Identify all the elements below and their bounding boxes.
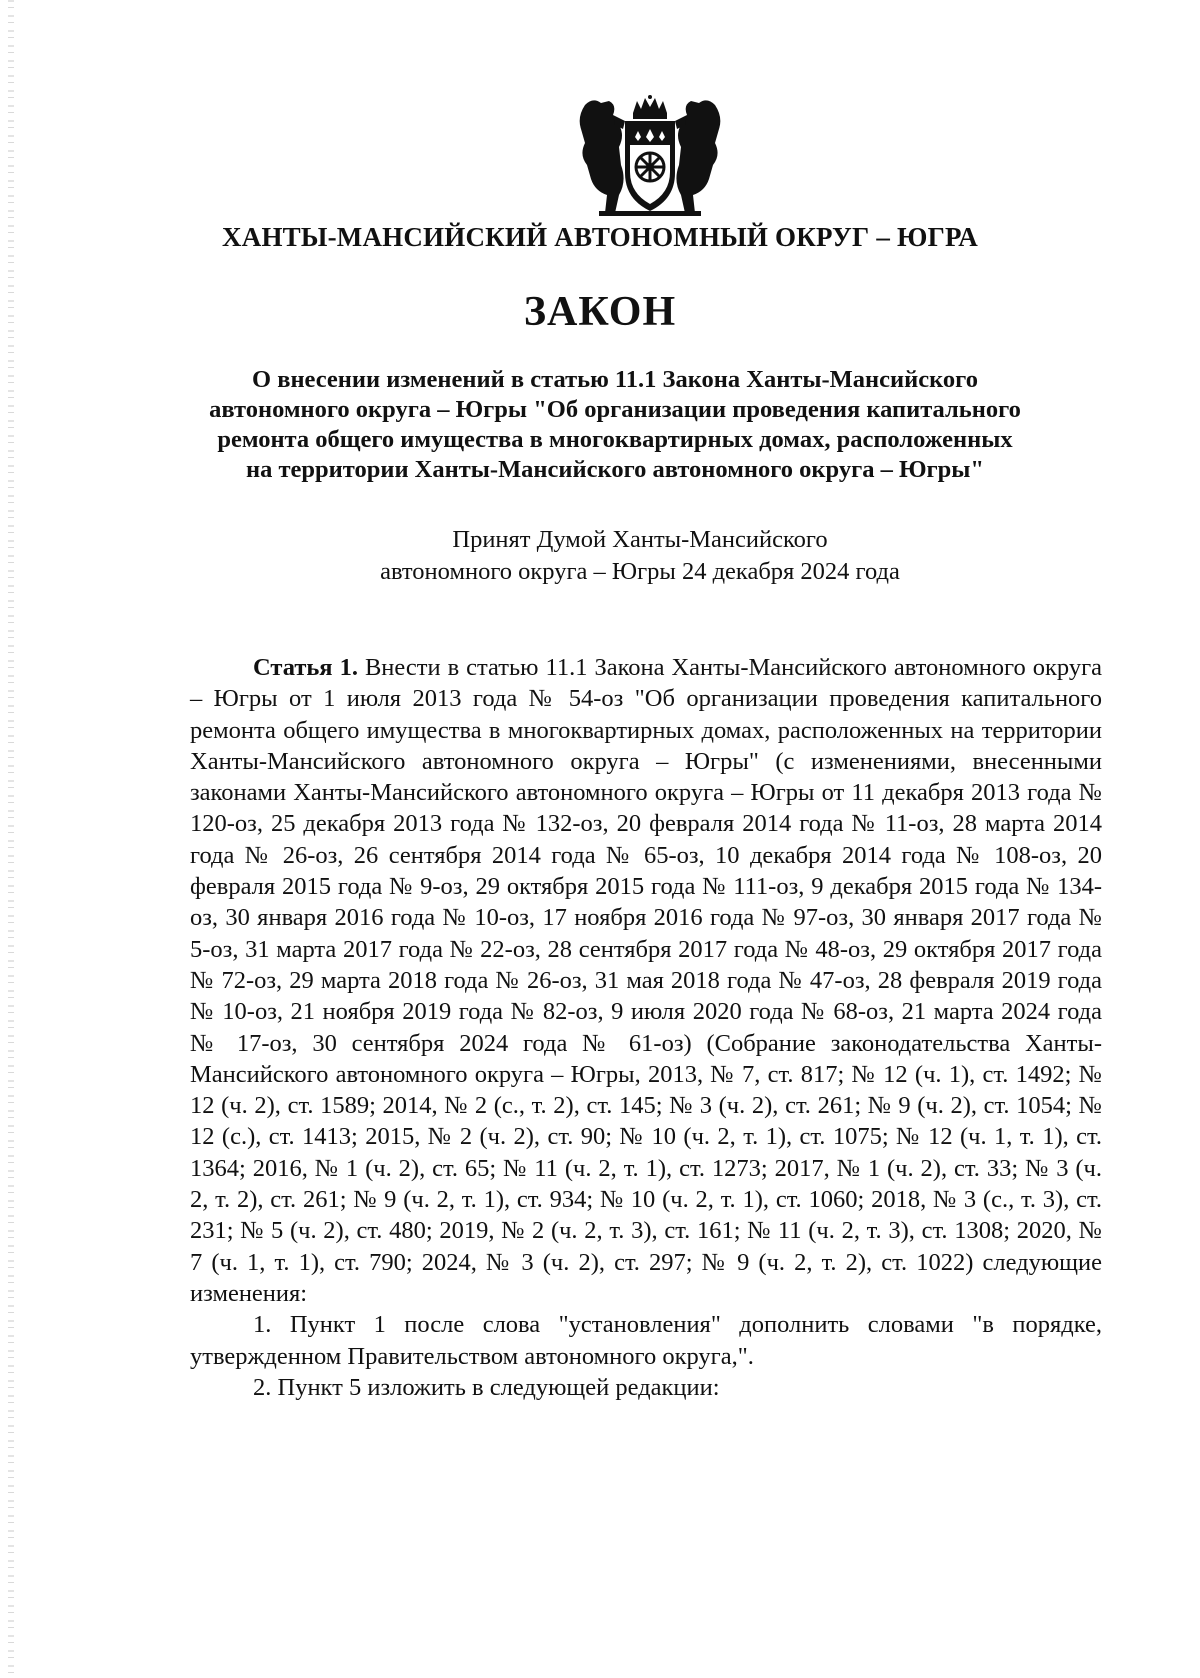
coat-of-arms-emblem (575, 95, 725, 220)
adoption-line: автономного округа – Югры 24 декабря 2024 года (380, 558, 900, 585)
article-1 (190, 652, 1102, 1403)
article-1-text: Внести в статью 11.1 Закона Ханты-Мансийского автономного округа – Югры от 1 июля 2013 года № 54-оз "Об организации проведения капитального ремонта общего имущества в многоквартирных домах, расположенных на территории Ханты-Мансийского автономного округа – Югры" (с изменениями, внесенными законами Ханты-Мансийского автономного округа – Югры от 11 декабря 2013 года № 120-оз, 25 декабря 2013 года № 132-оз, 20 февраля 2014 года № 11-оз, 28 марта 2014 года № 26-оз, 26 сентября 2014 года № 65-оз, 10 декабря 2014 года № 108-оз, 20 февраля 2015 года № 9-оз, 29 октября 2015 года № 111-оз, 9 декабря 2015 года № 134-оз, 30 января 2016 года № 10-оз, 17 ноября 2016 года № 97-оз, 30 января 2017 года № 5-оз, 31 марта 2017 года № 22-оз, 28 сентября 2017 года № 48-оз, 29 октября 2017 года № 72-оз, 29 марта 2018 года № 26-оз, 31 мая 2018 года № 47-оз, 28 февраля 2019 года № 10-оз, 21 ноября 2019 года № 82-оз, 9 июля 2020 года № 68-оз, 21 марта 2024 года № 17-оз, 30 сентября 2024 года № 61-оз) (Собрание законодательства Ханты-Мансийского автономного округа – Югры, 2013, № 7, ст. 817; № 12 (ч. 1), ст. 1492; № 12 (ч. 2), ст. 1589; 2014, № 2 (с., т. 2), ст. 145; № 3 (ч. 2), ст. 261; № 9 (ч. 2), ст. 1054; № 12 (с.), ст. 1413; 2015, № 2 (ч. 2), ст. 90; № 10 (ч. 2, т. 1), ст. 1075; № 12 (ч. 1, т. 1), ст. 1364; 2016, № 1 (ч. 2), ст. 65; № 11 (ч. 2, т. 1), ст. 1273; 2017, № 1 (ч. 2), ст. 33; № 3 (ч. 2, т. 2), ст. 261; № 9 (ч. 2, т. 1), ст. 934; № 10 (ч. 2, т. 1), ст. 1060; 2018, № 3 (с., т. 3), ст. 231; № 5 (ч. 2), ст. 480; 2019, № 2 (ч. 2, т. 3), ст. 161; № 11 (ч. 2, т. 3), ст. 1308; 2020, № 7 (ч. 1, т. 1), ст. 790; 2024, № 3 (ч. 2), ст. 297; № 9 (ч. 2, т. 2), ст. 1022) следующие изменения: (190, 654, 1103, 1307)
article-1-paragraph (190, 652, 1102, 1309)
law-subject-heading (180, 365, 1050, 485)
law-subject-line: ремонта общего имущества в многоквартирных домах, расположенных (217, 426, 1013, 453)
region-title: ХАНТЫ-МАНСИЙСКИЙ АВТОНОМНЫЙ ОКРУГ – ЮГРА (222, 222, 978, 252)
law-subject-line: автономного округа – Югры "Об организации проведения капитального (209, 396, 1021, 423)
document-type-title: ЗАКОН (523, 289, 677, 335)
article-1-label: Статья 1. (253, 654, 358, 681)
law-subject-line: О внесении изменений в статью 11.1 Закона Ханты-Мансийского (252, 366, 978, 393)
article-1-item-2: 2. Пункт 5 изложить в следующей редакции: (253, 1373, 720, 1401)
law-subject-line: на территории Ханты-Мансийского автономного округа – Югры" (245, 456, 985, 483)
adoption-line: Принят Думой Ханты-Мансийского (452, 526, 828, 553)
adoption-note (300, 524, 980, 588)
article-1-item-1: 1. Пункт 1 после слова "установления" дополнить словами "в порядке, утвержденном Правительством автономного округа,". (190, 1311, 1102, 1370)
